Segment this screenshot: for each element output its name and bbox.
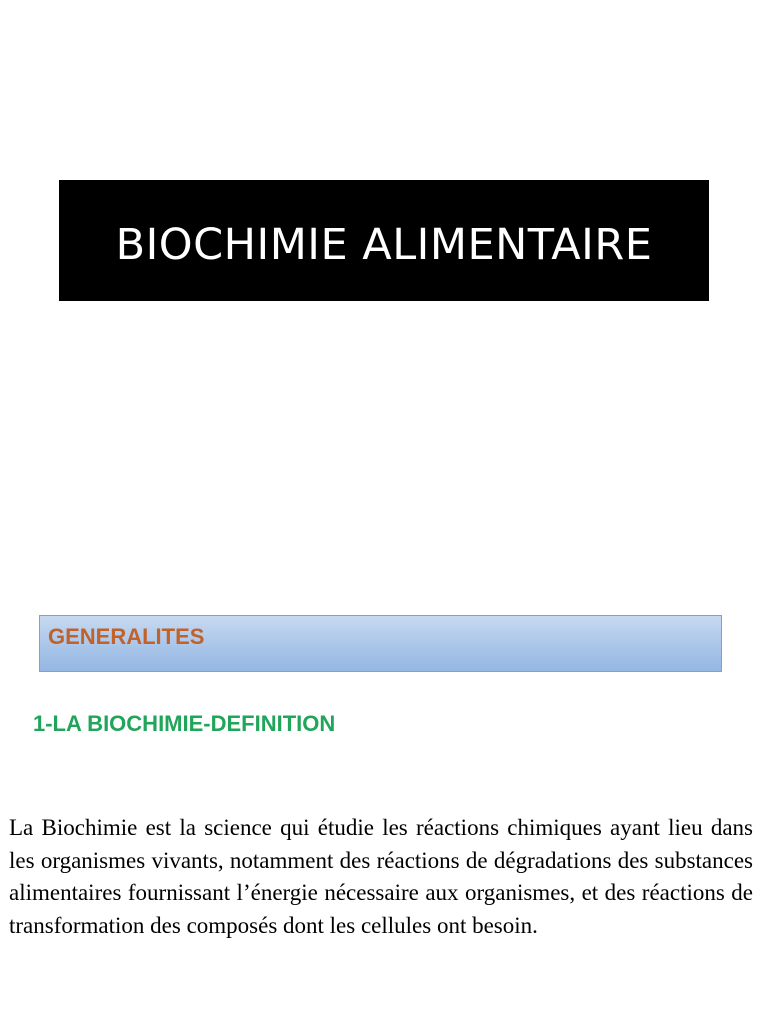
- document-title: BIOCHIMIE ALIMENTAIRE: [115, 219, 653, 270]
- definition-paragraph: La Biochimie est la science qui étudie les réactions chimiques ayant lieu dans les organismes vivants, notamment des réactions de dégradations des substances alimentaires fournissant l’énergie nécessaire aux organismes, et des réactions de transformation des composés dont les cellules ont besoin.: [9, 815, 753, 938]
- title-banner: [59, 180, 709, 301]
- section-header-box: [39, 615, 722, 672]
- subsection-heading: 1-LA BIOCHIMIE-DEFINITION: [33, 711, 336, 736]
- section-heading: GENERALITES: [48, 624, 205, 649]
